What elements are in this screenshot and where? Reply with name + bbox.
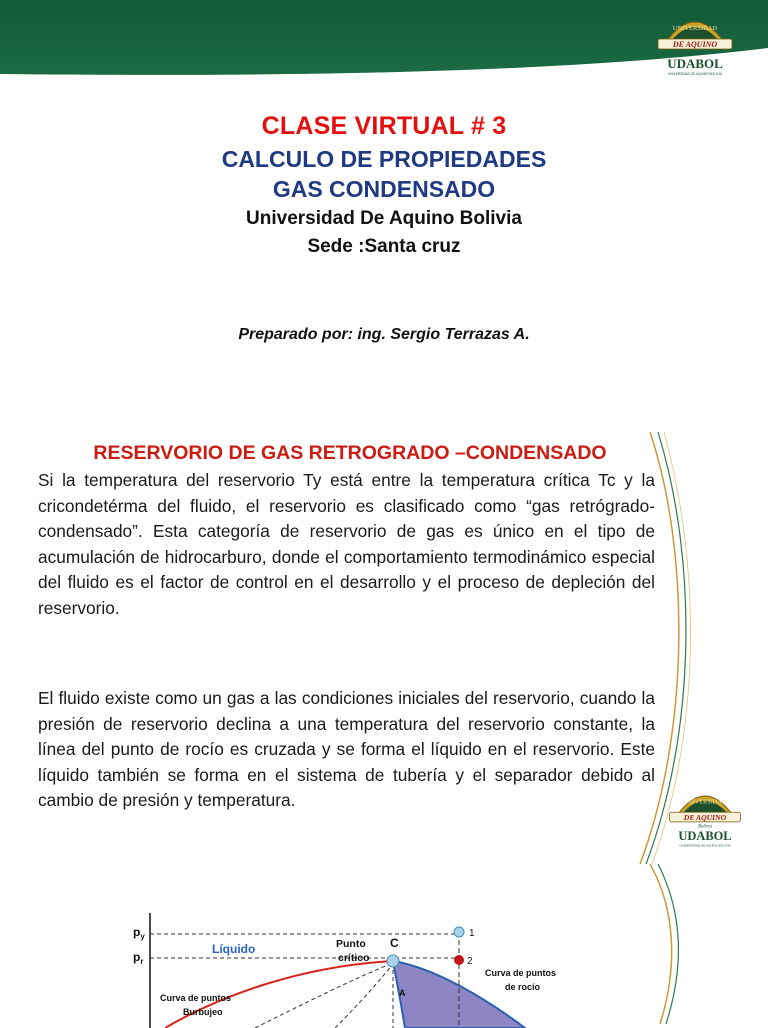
point-1-marker	[454, 927, 464, 937]
py-label: $p_y$	[133, 925, 145, 941]
critical-point-label-1: Punto	[336, 938, 366, 950]
udabol-logo	[648, 8, 742, 82]
campus-name: Sede :Santa cruz	[307, 236, 461, 257]
quality-line	[335, 964, 393, 1028]
section-heading: RESERVORIO DE GAS RETROGRADO –CONDENSADO	[93, 442, 607, 464]
quality-line	[255, 963, 393, 1028]
logo-word-top: UNIVERSIDAD	[683, 798, 727, 806]
critical-point-marker	[387, 955, 399, 967]
logo-word-small: Bolivia	[687, 52, 703, 57]
logo-tagline: UNIVERSIDAD DE AQUINO BOLIVIA	[679, 843, 731, 848]
critical-point-label-2: crítico	[338, 952, 370, 964]
phase-envelope-diagram	[105, 908, 557, 1028]
logo-tagline: UNIVERSIDAD DE AQUINO BOLIVIA	[668, 72, 722, 76]
logo-word-main: UDABOL	[667, 56, 723, 71]
logo-word-small: Bolivia	[698, 824, 712, 830]
decorative-swoosh	[620, 864, 700, 1024]
diagram-slide	[0, 864, 768, 1024]
bubble-curve-label-2: Burbujeo	[183, 1007, 223, 1017]
university-name: Universidad De Aquino Bolivia	[246, 208, 522, 229]
dew-curve-label-1: Curva de puntos	[485, 968, 557, 978]
point-2-label: 2	[467, 956, 473, 967]
point-1-label: 1	[469, 928, 475, 939]
paragraph-2: El fluido existe como un gas a las condiciones iniciales del reservorio, cuando la presión de reservorio declina a una temperatura del reservorio constante, la línea del punto de rocío es cruzada y se forma el líquido en el reservorio. Este líquido también se forma en el sistema de tubería y el separador debido al cambio de presión y temperatura.	[38, 688, 655, 811]
logo-word-mid: DE AQUINO	[672, 40, 718, 49]
point-c-label: C	[390, 936, 399, 950]
class-title: CLASE VIRTUAL # 3	[261, 112, 507, 140]
title-slide	[0, 0, 768, 432]
point-a-label: A	[399, 988, 406, 998]
content-slide	[0, 432, 768, 864]
udabol-logo	[660, 782, 750, 854]
bubble-curve-label-1: Curva de puntos	[160, 993, 232, 1003]
liquid-label: Líquido	[212, 942, 256, 956]
pr-label: $p_r$	[133, 950, 144, 966]
subtitle-line-1: CALCULO DE PROPIEDADES	[221, 146, 547, 172]
logo-word-mid: DE AQUINO	[683, 812, 727, 822]
dew-curve-label-2: de rocío	[505, 982, 541, 992]
subtitle-line-2: GAS CONDENSADO	[272, 176, 496, 202]
prepared-by: Preparado por: ing. Sergio Terrazas A.	[238, 326, 530, 343]
point-2-marker	[454, 955, 464, 965]
logo-word-top: UNIVERSIDAD	[672, 25, 718, 32]
logo-word-main: UDABOL	[678, 829, 732, 844]
paragraph-1: Si la temperatura del reservorio Ty está entre la temperatura crítica Tc y la cricondetérma del fluido, el reservorio es clasificado como “gas retrógrado-condensado”. Esta categoría de reservorio de gas es único en el tipo de acumulación de hidrocarburo, donde el comportamiento termodinámico especial del fluido es el factor de control en el desarrollo y el proceso de depleción del reservorio.	[38, 470, 655, 618]
